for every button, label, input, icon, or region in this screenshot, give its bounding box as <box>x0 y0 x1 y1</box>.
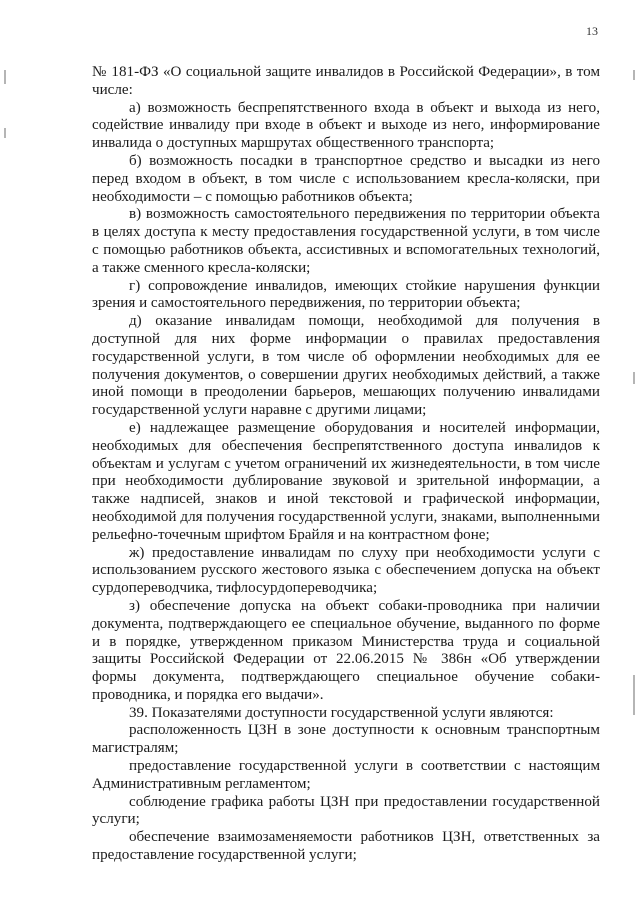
scan-edge-mark <box>4 70 6 84</box>
paragraph: д) оказание инвалидам помощи, необходимой для получения в доступной для них форме информации о правилах предоставления государственной услуги, в том числе об оформлении необходимых для ее получения документов, о совершении других необходимых действий, а также иной помощи в преодолении барьеров, мешающих получению инвалидами государственной услуги наравне с другими лицами; <box>92 313 600 419</box>
document-body <box>92 64 600 865</box>
scan-edge-mark <box>633 372 635 384</box>
paragraph: расположенность ЦЗН в зоне доступности к основным транспортным магистралям; <box>92 722 600 757</box>
paragraph: в) возможность самостоятельного передвижения по территории объекта в целях доступа к месту предоставления государственной услуги, в том числе с помощью работников объекта, ассистивных и вспомогательных технологий, а также сменного кресла-коляски; <box>92 206 600 276</box>
paragraph: соблюдение графика работы ЦЗН при предоставлении государственной услуги; <box>92 793 600 828</box>
scan-edge-mark <box>633 70 635 80</box>
paragraph: ж) предоставление инвалидам по слуху при необходимости услуги с использованием русского жестового языка с обеспечением допуска на объект сурдопереводчика, тифлосурдопереводчика; <box>92 544 600 597</box>
paragraph: обеспечение взаимозаменяемости работников ЦЗН, ответственных за предоставление государственной услуги; <box>92 829 600 864</box>
page-number: 13 <box>586 24 598 38</box>
paragraph: з) обеспечение допуска на объект собаки-проводника при наличии документа, подтверждающего ее специальное обучение, выданного по форме и в порядке, утвержденном приказом Министерства труда и социальной защиты Российской Федерации от 22.06.2015 № 386н «Об утверждении формы документа, подтверждающего специальное обучение собаки-проводника, и порядка его выдачи». <box>92 597 600 703</box>
scan-edge-mark <box>4 128 6 138</box>
paragraph: б) возможность посадки в транспортное средство и высадки из него перед входом в объект, в том числе с использованием кресла-коляски, при необходимости – с помощью работников объекта; <box>92 152 600 205</box>
paragraph: а) возможность беспрепятственного входа в объект и выхода из него, содействие инвалиду при входе в объект и выходе из него, информирование инвалида о доступных маршрутах общественного транспорта; <box>92 99 600 152</box>
section-heading: 39. Показателями доступности государственной услуги являются: <box>129 704 554 721</box>
scan-edge-mark <box>633 675 635 715</box>
paragraph: г) сопровождение инвалидов, имеющих стойкие нарушения функции зрения и самостоятельного передвижения, по территории объекта; <box>92 277 600 312</box>
paragraph: № 181-ФЗ «О социальной защите инвалидов в Российской Федерации», в том числе: <box>92 64 600 98</box>
paragraph: е) надлежащее размещение оборудования и носителей информации, необходимых для обеспечения беспрепятственного доступа инвалидов к объектам и услугам с учетом ограничений их жизнедеятельности, в том числе при необходимости дублирование звуковой и зрительной информации, а также надписей, знаков и иной текстовой и графической информации, необходимой для получения государственной услуги, знаками, выполненными рельефно-точечным шрифтом Брайля и на контрастном фоне; <box>92 419 600 543</box>
paragraph: предоставление государственной услуги в соответствии с настоящим Административным регламентом; <box>92 758 600 792</box>
